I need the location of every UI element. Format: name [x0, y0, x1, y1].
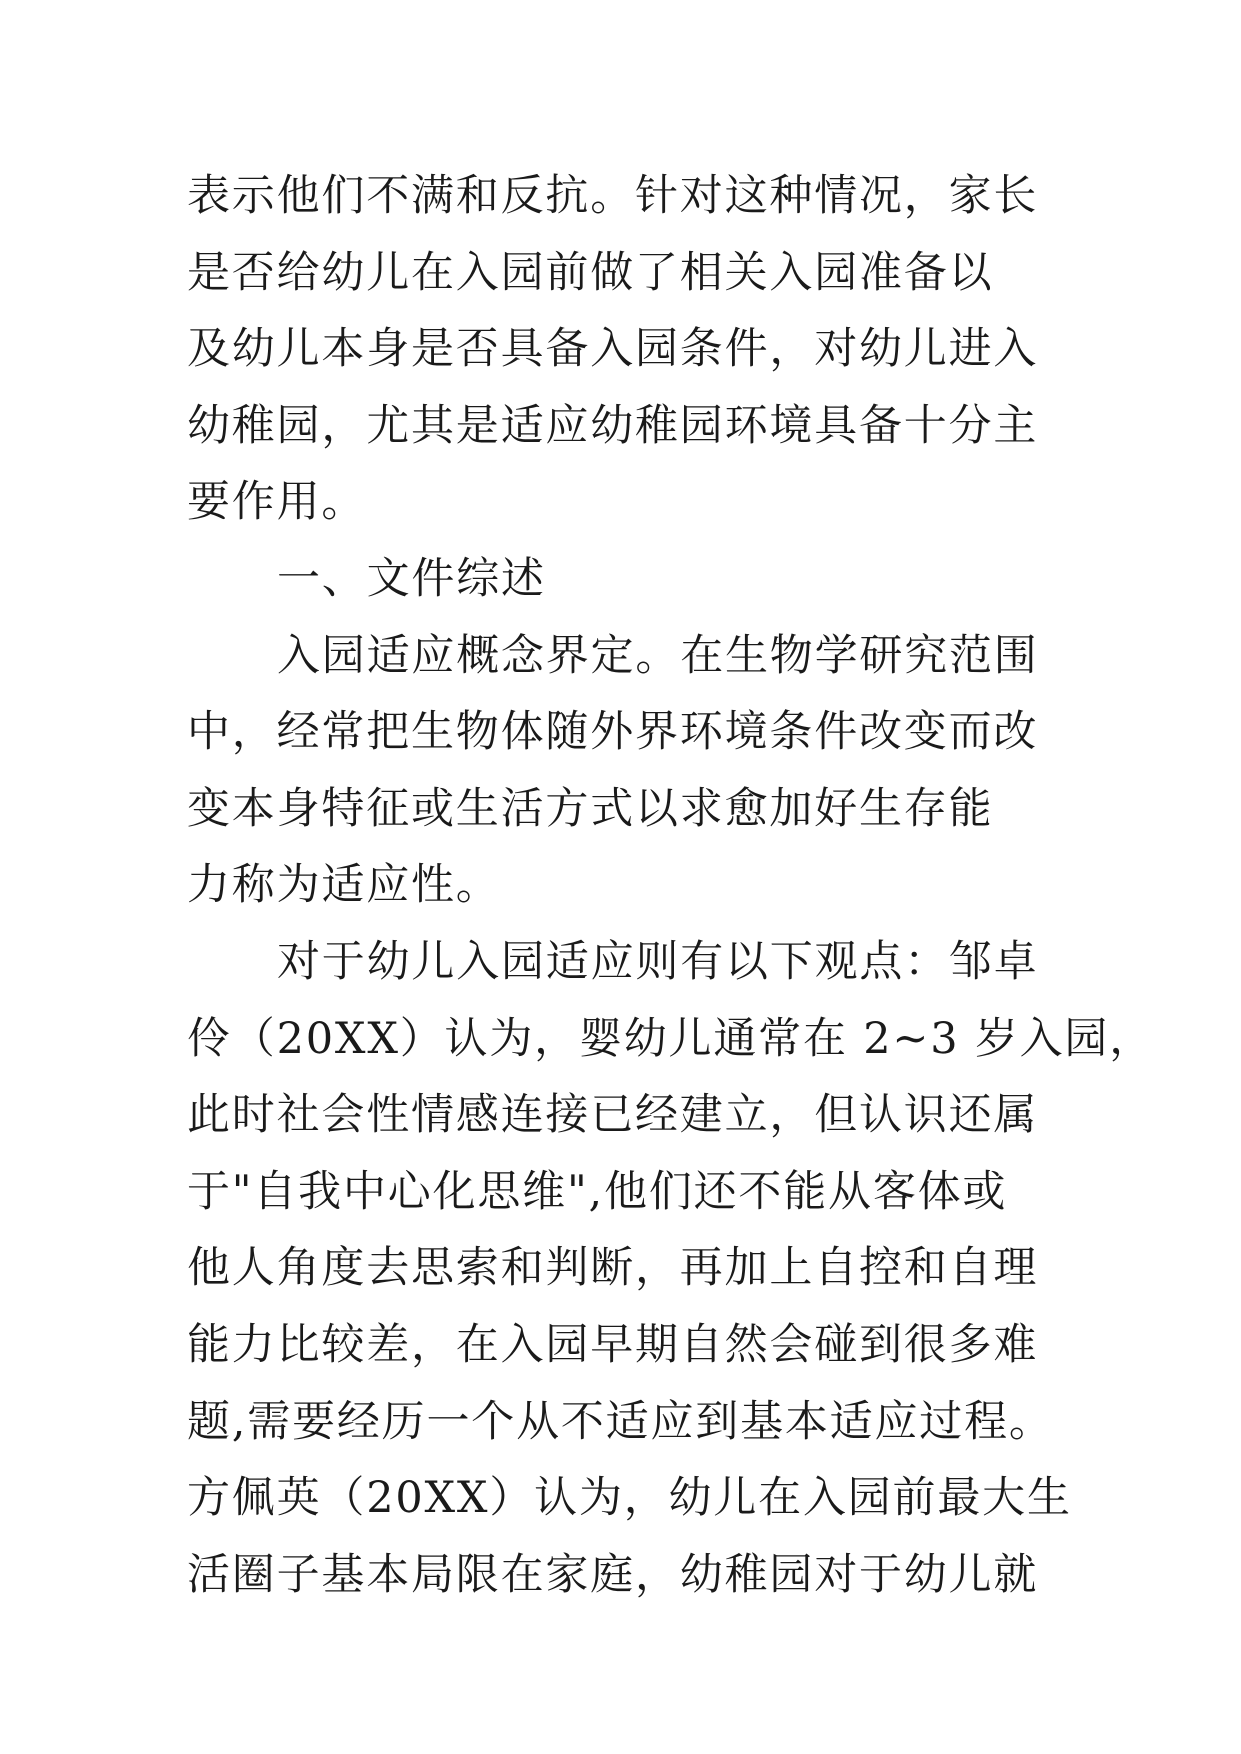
text-line: 及幼儿本身是否具备入园条件，对幼儿进入	[187, 324, 1039, 375]
body-text	[187, 158, 1155, 1613]
text-line: 于"自我中心化思维",他们还不能从客体或	[187, 1166, 1008, 1217]
text-line: 能力比较差，在入园早期自然会碰到很多难	[187, 1319, 1039, 1370]
text-line: 他人角度去思索和判断，再加上自控和自理	[187, 1243, 1039, 1294]
text-line: 中，经常把生物体随外界环境条件改变而改	[187, 707, 1039, 758]
text-line: 此时社会性情感连接已经建立，但认识还属	[187, 1090, 1039, 1141]
text-line: 方佩英（20XX）认为，幼儿在入园前最大生	[187, 1473, 1072, 1524]
text-line: 幼稚园，尤其是适应幼稚园环境具备十分主	[187, 400, 1039, 451]
text-line: 要作用。	[187, 477, 367, 528]
text-line: 力称为适应性。	[187, 860, 501, 911]
text-line: 题,需要经历一个从不适应到基本适应过程。	[187, 1396, 1054, 1447]
text-line: 活圈子基本局限在家庭，幼稚园对于幼儿就	[187, 1549, 1039, 1600]
text-line: 伶（20XX）认为，婴幼儿通常在 2~3 岁入园，	[187, 1013, 1155, 1064]
text-line: 变本身特征或生活方式以求愈加好生存能	[187, 783, 994, 834]
paragraph-start: 对于幼儿入园适应则有以下观点：邹卓	[277, 936, 1039, 987]
paragraph-start: 入园适应概念界定。在生物学研究范围	[277, 630, 1039, 681]
text-line: 表示他们不满和反抗。针对这种情况，家长	[187, 171, 1039, 221]
section-heading: 一、文件综述	[277, 553, 546, 604]
text-line: 是否给幼儿在入园前做了相关入园准备以	[187, 247, 994, 298]
